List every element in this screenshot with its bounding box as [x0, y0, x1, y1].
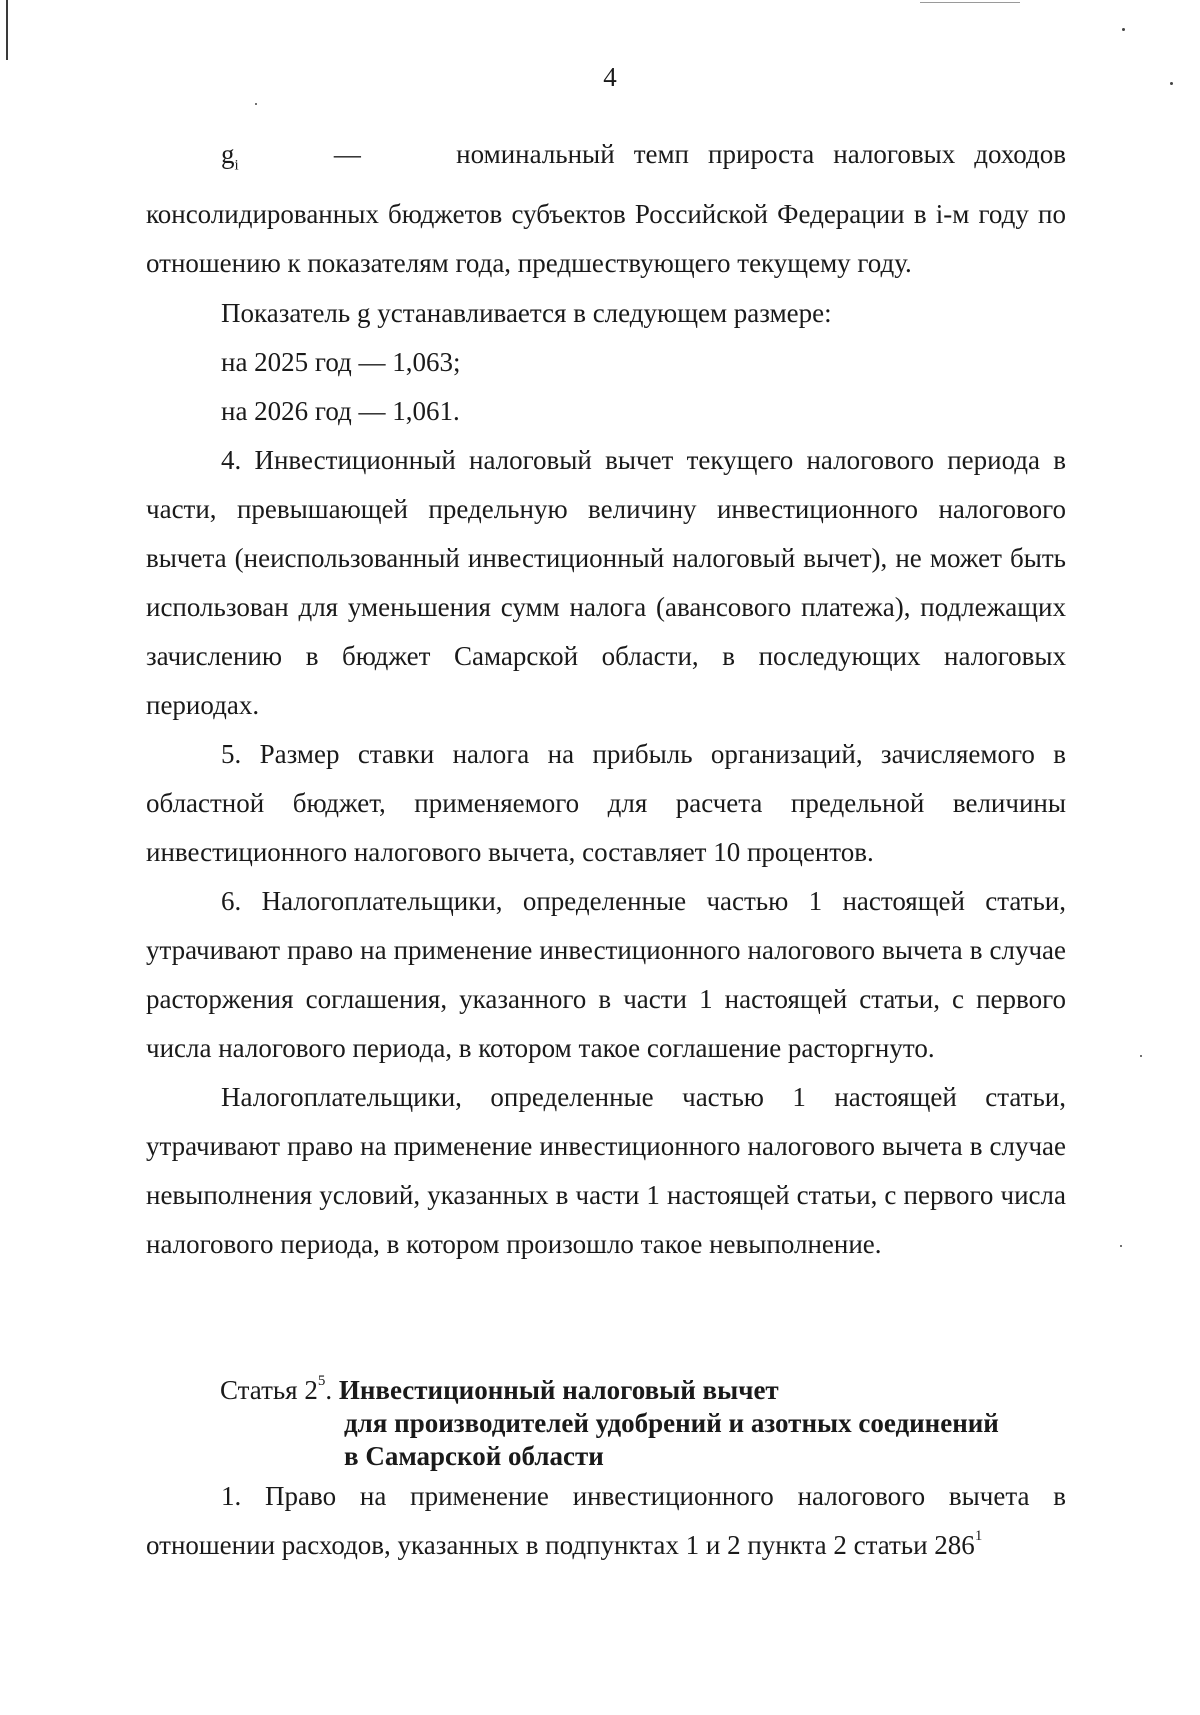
variable-g: g	[221, 139, 235, 169]
paragraph-4: 4. Инвестиционный налоговый вычет текущего налогового периода в части, превышающей предельную величину инвестиционного налогового вычета (неиспользованный инвестиционный налоговый вычет), не может быть использован для уменьшения сумм налога (авансового платежа), подлежащих зачислению в бюджет Самарской области, в последующих налоговых периодах.	[146, 445, 1066, 721]
paragraph-6b: Налогоплательщики, определенные частью 1 настоящей статьи, утрачивают право на применение инвестиционного налогового вычета в случае невыполнения условий, указанных в части 1 настоящей статьи, с первого числа налогового периода, в котором произошло такое невыполнение.	[146, 1082, 1066, 1260]
variable-subscript: i	[234, 157, 239, 174]
scan-edge-line	[6, 0, 8, 60]
article-body	[146, 1472, 1066, 1570]
paragraph-5: 5. Размер ставки налога на прибыль организаций, зачисляемого в областной бюджет, применяемого для расчета предельной величины инвестиционного налогового вычета, составляет 10 процентов.	[146, 739, 1066, 868]
article-title-line-2: для производителей удобрений и азотных соединений	[344, 1408, 999, 1438]
g-value-2026: на 2026 год — 1,061.	[221, 396, 460, 427]
g-value-2025: на 2025 год — 1,063;	[221, 347, 461, 378]
paragraph-6: 6. Налогоплательщики, определенные частью 1 настоящей статьи, утрачивают право на применение инвестиционного налогового вычета в случае расторжения соглашения, указанного в части 1 настоящей статьи, с первого числа налогового периода, в котором такое соглашение расторгнуто.	[146, 886, 1066, 1064]
article-label: Статья 2	[220, 1375, 318, 1405]
article-title-line-3: в Самарской области	[344, 1441, 604, 1471]
article-paragraph-1	[146, 1472, 1066, 1570]
scan-speck	[1140, 1055, 1142, 1057]
page-number: 4	[603, 62, 617, 92]
article-title-line-1: Инвестиционный налоговый вычет	[338, 1375, 779, 1405]
scan-top-line	[920, 2, 1020, 3]
definition-text: номинальный темп прироста налоговых доходов консолидированных бюджетов субъектов Российской Федерации в i-м году по отношению к показателям года, предшествующего текущему году.	[146, 139, 1067, 279]
scan-speck	[1122, 28, 1125, 31]
paragraph-g-intro: Показатель g устанавливается в следующем размере:	[221, 298, 832, 329]
document-body	[146, 130, 1066, 1269]
article-label-sup: 5	[317, 1373, 326, 1389]
definition-dash: —	[333, 139, 361, 169]
scan-speck	[1120, 1245, 1122, 1247]
article-label-dot: .	[325, 1375, 333, 1405]
article-heading	[220, 1374, 1070, 1473]
scan-speck	[255, 103, 257, 105]
article-paragraph-1-sup: 1	[974, 1528, 983, 1544]
paragraph-gi-definition	[146, 130, 1066, 288]
article-paragraph-1-text: 1. Право на применение инвестиционного налогового вычета в отношении расходов, указанных в подпунктах 1 и 2 пункта 2 статьи 286	[146, 1481, 1066, 1560]
